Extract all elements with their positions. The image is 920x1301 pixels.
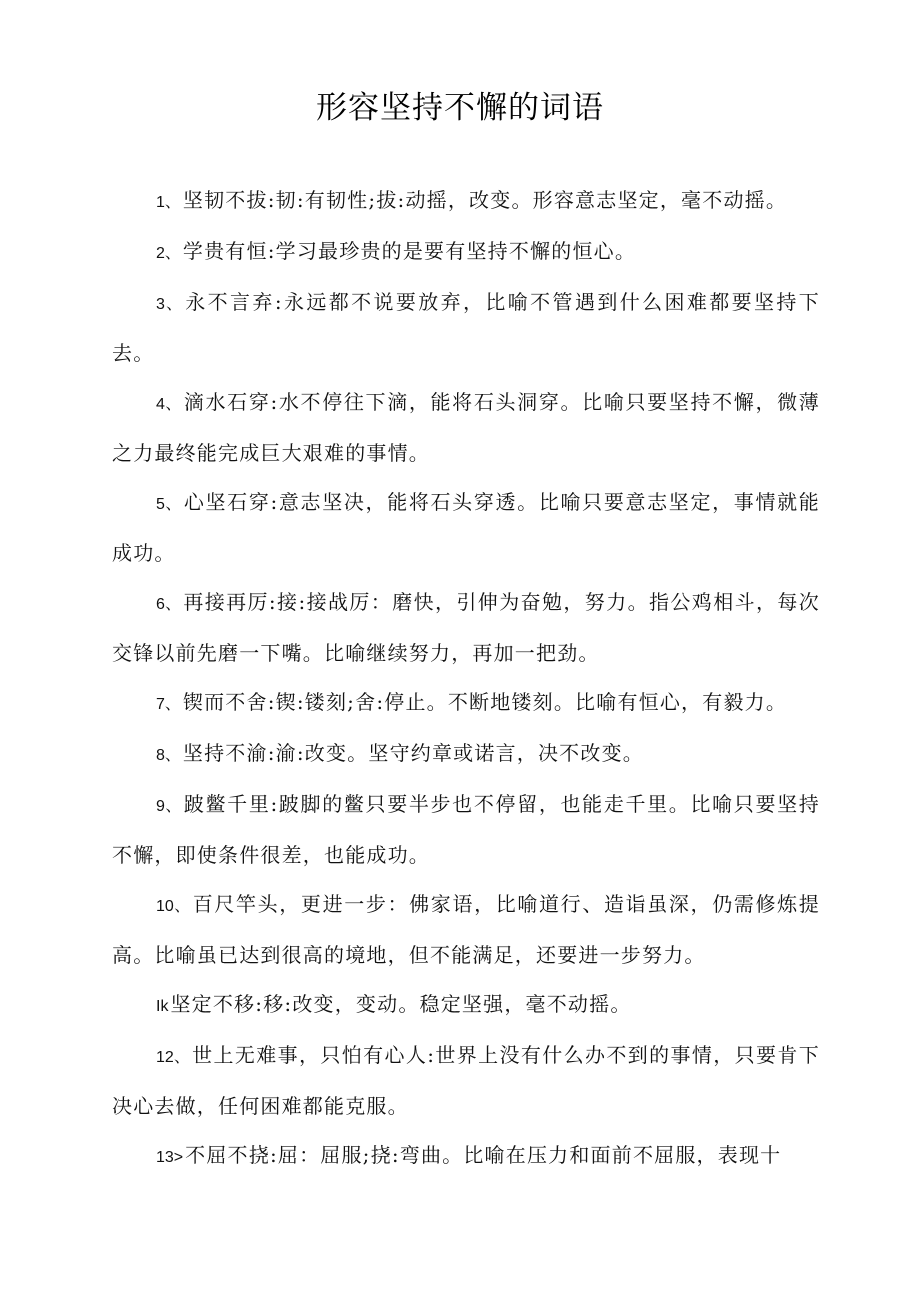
entry-number: 13> [156,1149,184,1166]
entry-number: 7、 [156,696,181,713]
entry-12 [112,1031,820,1131]
entry-text: 锲而不舍:锲:镂刻;舍:停止。不断地镂刻。比喻有恒心，有毅力。 [182,690,788,714]
entry-number: 2、 [156,245,181,262]
entry-13 [112,1131,820,1182]
entry-3 [112,278,820,378]
entry-text: 永不言弃:永远都不说要放弃，比喻不管遇到什么困难都要坚持下去。 [112,290,820,365]
entry-8 [112,729,820,780]
entry-text: 跛鳖千里:跛脚的鳖只要半步也不停留，也能走千里。比喻只要坚持不懈，即使条件很差，也能成功。 [112,792,820,867]
entry-10 [112,880,820,980]
entry-6 [112,578,820,678]
entry-number: Ik [156,998,169,1015]
entry-number: 1、 [156,194,181,211]
entry-text: 坚持不渝:渝:改变。坚守约章或诺言，决不改变。 [182,741,644,765]
entry-text: 不屈不挠:屈：屈服;挠:弯曲。比喻在压力和面前不屈服，表现十 [185,1143,782,1167]
entry-text: 学贵有恒:学习最珍贵的是要有坚持不懈的恒心。 [182,239,637,263]
entry-number: 8、 [156,747,181,764]
entry-number: 4、 [156,396,182,413]
entry-number: 9、 [156,798,182,815]
entry-text: 心坚石穿:意志坚决，能将石头穿透。比喻只要意志坚定，事情就能成功。 [112,490,820,565]
entry-text: 百尺竿头，更进一步：佛家语，比喻道行、造诣虽深，仍需修炼提高。比喻虽已达到很高的境地，但不能满足，还要进一步努力。 [112,892,820,967]
entry-9 [112,780,820,880]
entry-text: 坚定不移:移:改变，变动。稳定坚强，毫不动摇。 [170,992,632,1016]
entry-1 [112,176,820,227]
entry-number: 12、 [156,1049,191,1066]
entry-text: 坚韧不拔:韧:有韧性;拔:动摇，改变。形容意志坚定，毫不动摇。 [182,188,788,212]
entry-11 [112,980,820,1031]
entry-4 [112,378,820,478]
entry-7 [112,678,820,729]
entry-number: 10、 [156,898,191,915]
entry-text: 世上无难事，只怕有心人:世界上没有什么办不到的事情，只要肯下决心去做，任何困难都能克服。 [112,1043,820,1118]
entry-2 [112,227,820,278]
entry-text: 滴水石穿:水不停往下滴，能将石头洞穿。比喻只要坚持不懈，微薄之力最终能完成巨大艰难的事情。 [112,390,820,465]
entry-number: 6、 [156,596,182,613]
document-title: 形容坚持不懈的词语 [316,90,604,126]
entry-text: 再接再厉:接:接战厉：磨快，引伸为奋勉，努力。指公鸡相斗，每次交锋以前先磨一下嘴。比喻继续努力，再加一把劲。 [112,590,820,665]
entry-number: 3、 [156,296,184,313]
entry-number: 5、 [156,496,182,513]
entry-5 [112,478,820,578]
entry-list [112,176,820,1182]
